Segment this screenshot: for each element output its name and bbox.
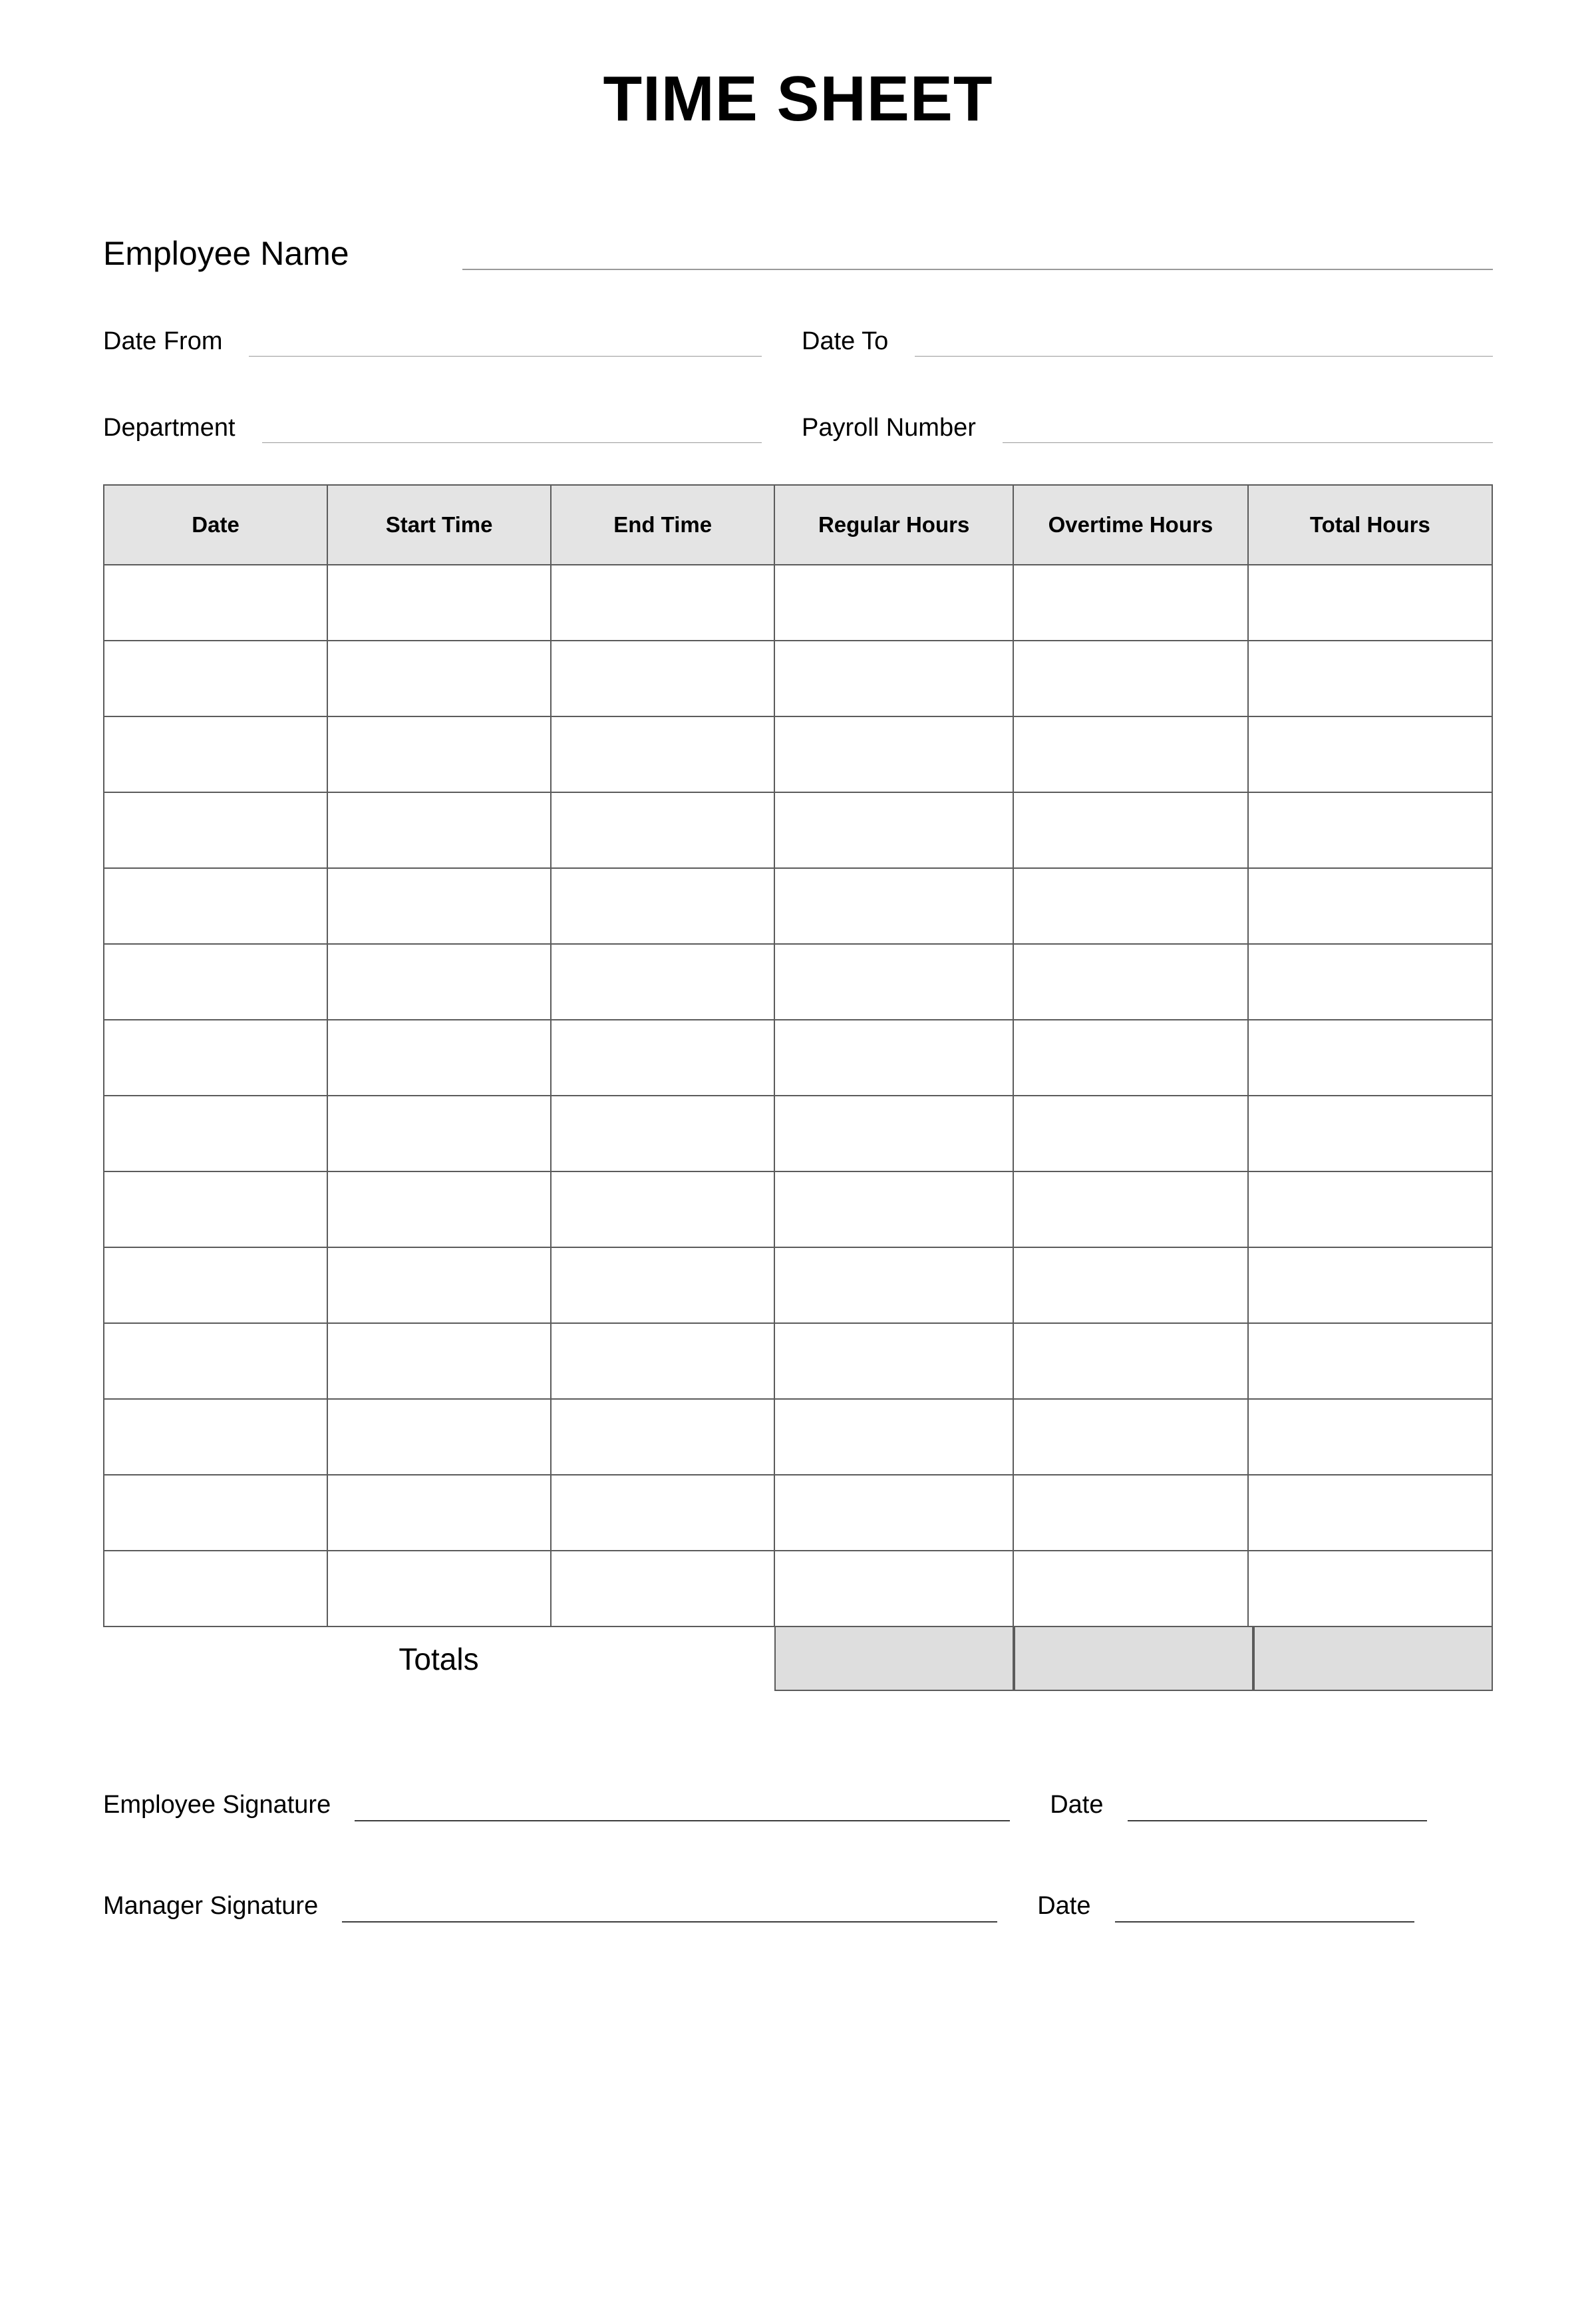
- cell-date[interactable]: [104, 565, 327, 641]
- cell-total-hours[interactable]: [1248, 716, 1492, 792]
- cell-start-time[interactable]: [327, 1551, 551, 1626]
- date-from-field: [103, 329, 802, 357]
- cell-date[interactable]: [104, 944, 327, 1020]
- cell-overtime-hours[interactable]: [1013, 716, 1248, 792]
- cell-overtime-hours[interactable]: [1013, 868, 1248, 944]
- manager-signature-row: [103, 1891, 1493, 1923]
- table-row: [104, 1020, 1492, 1096]
- cell-end-time[interactable]: [551, 792, 774, 868]
- cell-end-time[interactable]: [551, 944, 774, 1020]
- totals-label: Totals: [399, 1641, 479, 1676]
- cell-date[interactable]: [104, 1096, 327, 1171]
- cell-end-time[interactable]: [551, 565, 774, 641]
- date-from-label: Date From: [103, 327, 223, 355]
- table-row: [104, 944, 1492, 1020]
- cell-end-time[interactable]: [551, 1020, 774, 1096]
- table-body: [104, 565, 1492, 1626]
- employee-name-row: [103, 234, 1493, 270]
- cell-start-time[interactable]: [327, 1323, 551, 1399]
- cell-end-time[interactable]: [551, 1171, 774, 1247]
- cell-start-time[interactable]: [327, 1171, 551, 1247]
- cell-overtime-hours[interactable]: [1013, 1247, 1248, 1323]
- cell-total-hours[interactable]: [1248, 1171, 1492, 1247]
- cell-end-time[interactable]: [551, 1096, 774, 1171]
- cell-start-time[interactable]: [327, 1096, 551, 1171]
- payroll-number-label: Payroll Number: [802, 413, 976, 442]
- cell-overtime-hours[interactable]: [1013, 1020, 1248, 1096]
- table-row: [104, 1551, 1492, 1626]
- cell-start-time[interactable]: [327, 641, 551, 716]
- timesheet-table: [103, 484, 1493, 1627]
- column-header-end-time: End Time: [551, 485, 774, 565]
- column-header-start-time: Start Time: [327, 485, 551, 565]
- manager-signature-label: Manager Signature: [103, 1891, 319, 1920]
- department-payroll-row: [103, 415, 1493, 443]
- cell-total-hours[interactable]: [1248, 1475, 1492, 1551]
- table-row: [104, 1475, 1492, 1551]
- manager-signature-date-input[interactable]: [1115, 1891, 1414, 1923]
- totals-label-zone: [103, 1627, 774, 1691]
- cell-total-hours[interactable]: [1248, 868, 1492, 944]
- cell-overtime-hours[interactable]: [1013, 1323, 1248, 1399]
- cell-overtime-hours[interactable]: [1013, 1551, 1248, 1626]
- cell-total-hours[interactable]: [1248, 792, 1492, 868]
- cell-total-hours[interactable]: [1248, 1247, 1492, 1323]
- cell-end-time[interactable]: [551, 1247, 774, 1323]
- cell-overtime-hours[interactable]: [1013, 944, 1248, 1020]
- cell-start-time[interactable]: [327, 792, 551, 868]
- date-to-field: [802, 329, 1493, 357]
- cell-start-time[interactable]: [327, 944, 551, 1020]
- totals-regular-hours-cell[interactable]: [774, 1627, 1014, 1691]
- employee-signature-date-input[interactable]: [1128, 1789, 1427, 1821]
- cell-total-hours[interactable]: [1248, 1399, 1492, 1475]
- cell-date[interactable]: [104, 1020, 327, 1096]
- table-row: [104, 1171, 1492, 1247]
- cell-end-time[interactable]: [551, 1399, 774, 1475]
- date-range-row: [103, 329, 1493, 357]
- cell-total-hours[interactable]: [1248, 565, 1492, 641]
- cell-date[interactable]: [104, 868, 327, 944]
- table-row: [104, 1399, 1492, 1475]
- table-row: [104, 716, 1492, 792]
- cell-start-time[interactable]: [327, 1475, 551, 1551]
- table-row: [104, 641, 1492, 716]
- cell-overtime-hours[interactable]: [1013, 1171, 1248, 1247]
- cell-regular-hours[interactable]: [774, 1247, 1013, 1323]
- cell-date[interactable]: [104, 792, 327, 868]
- employee-signature-date-label: Date: [1050, 1790, 1104, 1819]
- cell-end-time[interactable]: [551, 1551, 774, 1626]
- employee-signature-row: [103, 1789, 1493, 1821]
- employee-name-input[interactable]: [462, 234, 1493, 270]
- date-to-input[interactable]: [915, 329, 1493, 357]
- column-header-date: Date: [104, 485, 327, 565]
- totals-overtime-hours-cell[interactable]: [1014, 1627, 1253, 1691]
- cell-start-time[interactable]: [327, 868, 551, 944]
- payroll-number-field: [802, 415, 1493, 443]
- department-field: [103, 415, 802, 443]
- cell-end-time[interactable]: [551, 1323, 774, 1399]
- cell-date[interactable]: [104, 641, 327, 716]
- cell-end-time[interactable]: [551, 641, 774, 716]
- column-header-total-hours: Total Hours: [1248, 485, 1492, 565]
- cell-end-time[interactable]: [551, 716, 774, 792]
- cell-start-time[interactable]: [327, 565, 551, 641]
- cell-total-hours[interactable]: [1248, 1020, 1492, 1096]
- cell-regular-hours[interactable]: [774, 1551, 1013, 1626]
- cell-regular-hours[interactable]: [774, 716, 1013, 792]
- column-header-regular-hours: Regular Hours: [774, 485, 1013, 565]
- manager-signature-date-label: Date: [1037, 1891, 1091, 1920]
- cell-date[interactable]: [104, 1247, 327, 1323]
- cell-regular-hours[interactable]: [774, 868, 1013, 944]
- department-input[interactable]: [262, 416, 762, 443]
- cell-regular-hours[interactable]: [774, 1475, 1013, 1551]
- cell-start-time[interactable]: [327, 716, 551, 792]
- cell-regular-hours[interactable]: [774, 1096, 1013, 1171]
- table-row: [104, 565, 1492, 641]
- cell-date[interactable]: [104, 1399, 327, 1475]
- date-from-input[interactable]: [249, 329, 762, 357]
- totals-total-hours-cell[interactable]: [1253, 1627, 1493, 1691]
- payroll-number-input[interactable]: [1003, 416, 1493, 443]
- cell-start-time[interactable]: [327, 1247, 551, 1323]
- cell-overtime-hours[interactable]: [1013, 1096, 1248, 1171]
- cell-start-time[interactable]: [327, 1020, 551, 1096]
- table-row: [104, 1323, 1492, 1399]
- department-label: Department: [103, 413, 236, 442]
- cell-total-hours[interactable]: [1248, 641, 1492, 716]
- cell-date[interactable]: [104, 1171, 327, 1247]
- cell-total-hours[interactable]: [1248, 1323, 1492, 1399]
- manager-signature-input[interactable]: [342, 1891, 997, 1923]
- employee-signature-label: Employee Signature: [103, 1790, 331, 1819]
- cell-total-hours[interactable]: [1248, 1096, 1492, 1171]
- cell-regular-hours[interactable]: [774, 641, 1013, 716]
- cell-regular-hours[interactable]: [774, 1399, 1013, 1475]
- table-row: [104, 1247, 1492, 1323]
- timesheet-page: [0, 64, 1596, 2321]
- cell-end-time[interactable]: [551, 1475, 774, 1551]
- cell-overtime-hours[interactable]: [1013, 1399, 1248, 1475]
- column-header-overtime-hours: Overtime Hours: [1013, 485, 1248, 565]
- employee-signature-input[interactable]: [355, 1789, 1010, 1821]
- cell-regular-hours[interactable]: [774, 944, 1013, 1020]
- cell-overtime-hours[interactable]: [1013, 792, 1248, 868]
- table-header-row: [104, 485, 1492, 565]
- cell-regular-hours[interactable]: [774, 565, 1013, 641]
- cell-start-time[interactable]: [327, 1399, 551, 1475]
- cell-overtime-hours[interactable]: [1013, 641, 1248, 716]
- cell-regular-hours[interactable]: [774, 792, 1013, 868]
- cell-regular-hours[interactable]: [774, 1020, 1013, 1096]
- table-row: [104, 792, 1492, 868]
- totals-boxes: [774, 1627, 1493, 1691]
- table-row: [104, 1096, 1492, 1171]
- cell-regular-hours[interactable]: [774, 1323, 1013, 1399]
- cell-total-hours[interactable]: [1248, 1551, 1492, 1626]
- cell-date[interactable]: [104, 1551, 327, 1626]
- cell-date[interactable]: [104, 716, 327, 792]
- table-row: [104, 868, 1492, 944]
- cell-date[interactable]: [104, 1475, 327, 1551]
- cell-end-time[interactable]: [551, 868, 774, 944]
- date-to-label: Date To: [802, 327, 889, 355]
- cell-overtime-hours[interactable]: [1013, 565, 1248, 641]
- page-title: TIME SHEET: [603, 63, 993, 134]
- table-header: [104, 485, 1492, 565]
- cell-total-hours[interactable]: [1248, 944, 1492, 1020]
- employee-name-label: Employee Name: [103, 234, 349, 272]
- cell-regular-hours[interactable]: [774, 1171, 1013, 1247]
- totals-row: [103, 1627, 1493, 1691]
- cell-overtime-hours[interactable]: [1013, 1475, 1248, 1551]
- cell-date[interactable]: [104, 1323, 327, 1399]
